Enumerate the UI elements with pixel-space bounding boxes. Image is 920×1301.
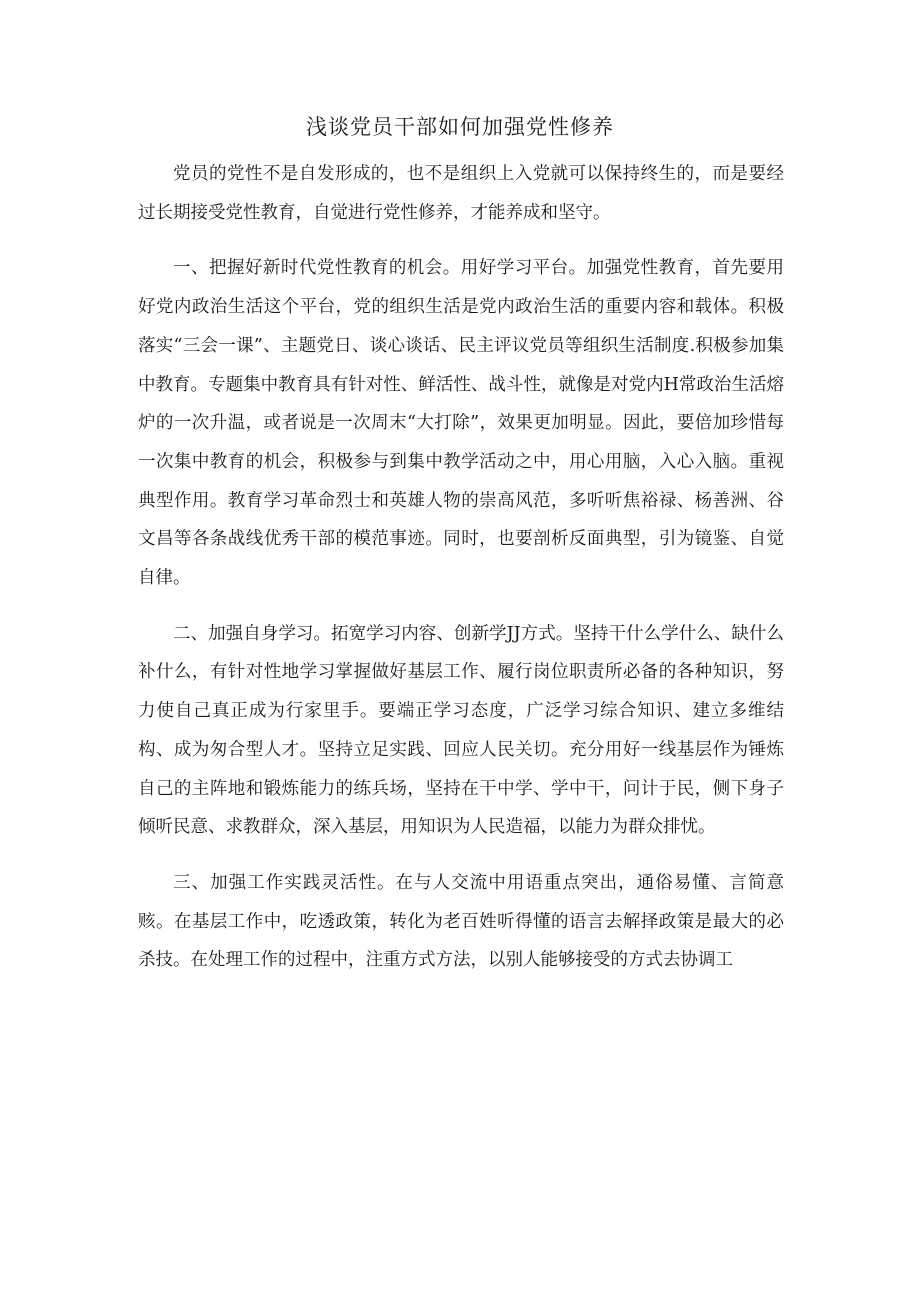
- paragraph-section-1: 一、把握好新时代党性教育的机会。用好学习平台。加强党性教育，首先要用好党内政治生活这个平台，党的组织生活是党内政治生活的重要内容和载体。积极落实“三会一课”、主题党日、谈心谈话、民主评议党员等组织生活制度.积极参加集中教育。专题集中教育具有针对性、鲜活性、战斗性，就像是对党内H常政治生活熔炉的一次升温，或者说是一次周末“大打除”，效果更加明显。因此，要倍加珍惜每一次集中教育的机会，积极参与到集中教学活动之中，用心用脑，入心入脑。重视典型作用。教育学习革命烈士和英雄人物的崇高风范，多听听焦裕禄、杨善洲、谷文昌等各条战线优秀干部的模范事迹。同时，也要剖析反面典型，引为镜鉴、自觉自律。: [138, 258, 785, 589]
- paragraph-intro: 党员的党性不是自发形成的，也不是组织上入党就可以保持终生的，而是要经过长期接受党性教育，自觉进行党性修养，才能养成和坚守。: [138, 164, 784, 223]
- paragraph-section-2: 二、加强自身学习。拓宽学习内容、创新学JJ方式。坚持干什么学什么、缺什么补什么，有针对性地学习掌握做好基层工作、履行岗位职责所必备的各种知识，努力使自己真正成为行家里手。要端正学习态度，广泛学习综合知识、建立多维结构、成为匆合型人才。坚持立足实践、回应人民关切。充分用好一线基层作为锤炼自己的主阵地和锻炼能力的练兵场，坚持在干中学、学中干，问计于民，侧下身子倾听民意、求教群众，深入基层，用知识为人民造福，以能力为群众排忧。: [138, 623, 784, 838]
- document-body: [138, 155, 784, 997]
- paragraph-section-3: 三、加强工作实践灵活性。在与人交流中用语重点突出，通俗易懂、言简意赅。在基层工作中，吃透政策，转化为老百姓听得懂的语言去解择政策是最大的必杀技。在处理工作的过程中，注重方式方法，以别人能够接受的方式去协调工: [138, 872, 784, 971]
- document-title: 浅谈党员干部如何加强党性修养: [306, 115, 614, 139]
